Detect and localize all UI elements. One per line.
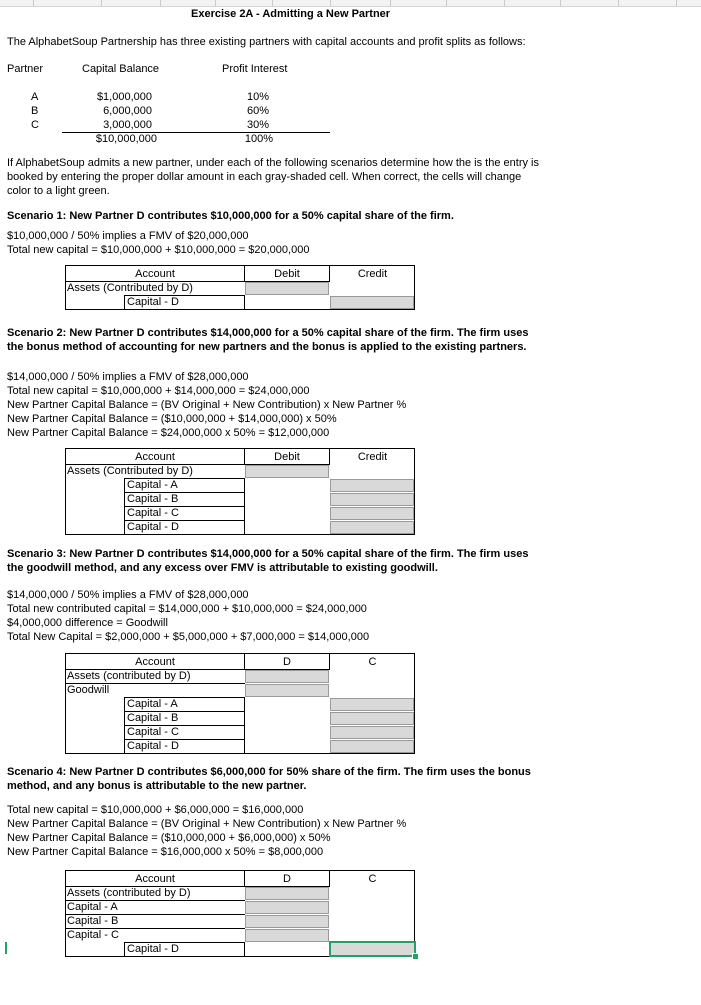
account-name: Capital - A [127, 479, 178, 491]
account-name: Assets (contributed by D) [67, 887, 191, 899]
column-header-strip [0, 0, 701, 7]
account-name: Capital - A [67, 901, 118, 913]
instruction-line: If AlphabetSoup admits a new partner, under each of the following scenarios determine how the is the entry is [7, 157, 539, 169]
total-profit: 100% [244, 133, 273, 145]
partner-profit: 30% [246, 119, 269, 131]
scenario2-line: New Partner Capital Balance = $24,000,000 x 50% = $12,000,000 [7, 427, 330, 439]
scenario1-line: $10,000,000 / 50% implies a FMV of $20,000,000 [7, 230, 249, 242]
account-name: Capital - C [127, 726, 179, 738]
debit-input-cell[interactable] [245, 901, 329, 914]
account-name: Capital - C [127, 507, 179, 519]
selected-credit-input-cell[interactable] [329, 941, 416, 957]
partner-capital: $1,000,000 [96, 91, 152, 103]
credit-input-cell[interactable] [330, 698, 414, 711]
debit-input-cell[interactable] [245, 282, 329, 295]
account-header: Account [135, 656, 175, 668]
page-title: Exercise 2A - Admitting a New Partner [191, 8, 391, 20]
intro-text: The AlphabetSoup Partnership has three existing partners with capital accounts and profit splits as follows: [7, 36, 526, 48]
capital-balance-header: Capital Balance [82, 63, 160, 75]
debit-header: Debit [274, 451, 300, 463]
account-header: Account [135, 873, 175, 885]
scenario2-line: New Partner Capital Balance = (BV Original + New Contribution) x New Partner % [7, 399, 407, 411]
account-name: Capital - B [127, 493, 179, 505]
account-header: Account [135, 451, 175, 463]
scenario2-line: New Partner Capital Balance = ($10,000,000 + $14,000,000) x 50% [7, 413, 337, 425]
credit-input-cell[interactable] [330, 493, 414, 506]
credit-input-cell[interactable] [330, 479, 414, 492]
scenario3-line: Total new contributed capital = $14,000,000 + $10,000,000 = $24,000,000 [7, 603, 367, 615]
scenario2-heading: Scenario 2: New Partner D contributes $14,000,000 for a 50% capital share of the firm. The firm uses [7, 327, 529, 339]
scenario3-line: Total New Capital = $2,000,000 + $5,000,000 + $7,000,000 = $14,000,000 [7, 631, 370, 643]
credit-input-cell[interactable] [330, 507, 414, 520]
profit-interest-header: Profit Interest [222, 63, 288, 75]
credit-input-cell[interactable] [330, 521, 414, 534]
scenario4-heading: Scenario 4: New Partner D contributes $6,000,000 for 50% share of the firm. The firm uses the bonus [7, 766, 531, 778]
debit-input-cell[interactable] [245, 684, 329, 697]
partner-capital: 3,000,000 [103, 119, 152, 131]
scenario3-line: $14,000,000 / 50% implies a FMV of $28,000,000 [7, 589, 249, 601]
account-name: Assets (Contributed by D) [67, 282, 193, 294]
total-rule [62, 132, 330, 133]
debit-input-cell[interactable] [245, 465, 329, 478]
account-name: Capital - C [67, 929, 119, 941]
credit-header: C [368, 656, 377, 668]
scenario1-line: Total new capital = $10,000,000 + $10,000,000 = $20,000,000 [7, 244, 310, 256]
scenario2-line: $14,000,000 / 50% implies a FMV of $28,000,000 [7, 371, 249, 383]
account-name: Capital - B [67, 915, 119, 927]
scenario1-heading: Scenario 1: New Partner D contributes $10,000,000 for a 50% capital share of the firm. [7, 210, 454, 222]
scenario2-line: Total new capital = $10,000,000 + $14,000,000 = $24,000,000 [7, 385, 310, 397]
debit-input-cell[interactable] [245, 929, 329, 942]
partner-header: Partner [7, 63, 44, 75]
debit-header: Debit [274, 268, 300, 280]
fill-handle[interactable] [412, 953, 419, 960]
credit-header: C [368, 873, 377, 885]
partner-name: A [31, 91, 39, 103]
account-name: Assets (contributed by D) [67, 670, 191, 682]
account-name: Assets (Contributed by D) [67, 465, 193, 477]
account-name: Capital - B [127, 712, 179, 724]
instruction-line: color to a light green. [7, 185, 110, 197]
scenario4-heading: method, and any bonus is attributable to the new partner. [7, 780, 307, 792]
debit-header: D [283, 656, 291, 668]
account-name: Capital - D [127, 740, 179, 752]
credit-input-cell[interactable] [330, 726, 414, 739]
row-selection-marker [5, 942, 7, 954]
credit-input-cell[interactable] [330, 712, 414, 725]
debit-input-cell[interactable] [245, 915, 329, 928]
debit-input-cell[interactable] [245, 887, 329, 900]
scenario3-heading: Scenario 3: New Partner D contributes $14,000,000 for a 50% capital share of the firm. The firm uses [7, 548, 529, 560]
credit-header: Credit [357, 451, 388, 463]
credit-input-cell[interactable] [330, 296, 414, 309]
partner-profit: 10% [246, 91, 269, 103]
account-header: Account [135, 268, 175, 280]
scenario4-line: Total new capital = $10,000,000 + $6,000,000 = $16,000,000 [7, 804, 304, 816]
partner-profit: 60% [246, 105, 269, 117]
account-name: Goodwill [67, 684, 110, 696]
account-name: Capital - D [127, 521, 179, 533]
account-name: Capital - D [127, 943, 179, 955]
credit-input-cell[interactable] [330, 740, 414, 753]
account-name: Capital - D [127, 296, 179, 308]
scenario4-line: New Partner Capital Balance = $16,000,000 x 50% = $8,000,000 [7, 846, 324, 858]
scenario4-line: New Partner Capital Balance = (BV Original + New Contribution) x New Partner % [7, 818, 407, 830]
scenario3-line: $4,000,000 difference = Goodwill [7, 617, 168, 629]
scenario3-heading: the goodwill method, and any excess over FMV is attributable to existing goodwill. [7, 562, 438, 574]
debit-input-cell[interactable] [245, 670, 329, 683]
instruction-line: booked by entering the proper dollar amount in each gray-shaded cell. When correct, the cells will change [7, 171, 522, 183]
partner-name: B [31, 105, 39, 117]
credit-header: Credit [357, 268, 388, 280]
total-capital: $10,000,000 [95, 133, 157, 145]
partner-name: C [31, 119, 39, 131]
debit-header: D [283, 873, 291, 885]
partner-capital: 6,000,000 [103, 105, 152, 117]
account-name: Capital - A [127, 698, 178, 710]
scenario4-line: New Partner Capital Balance = ($10,000,000 + $6,000,000) x 50% [7, 832, 331, 844]
scenario2-heading: the bonus method of accounting for new partners and the bonus is applied to the existing partners. [7, 341, 527, 353]
